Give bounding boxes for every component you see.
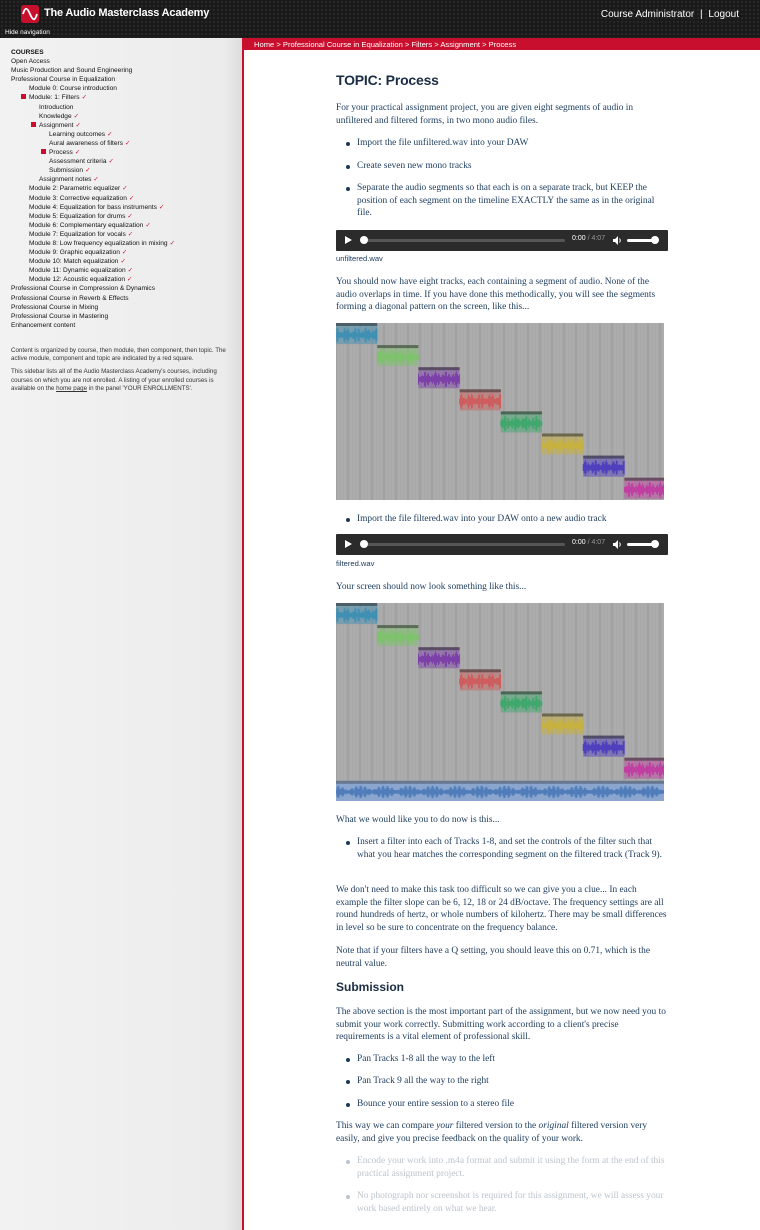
site-title[interactable]: The Audio Masterclass Academy: [44, 7, 210, 19]
check-icon: ✓: [127, 267, 134, 275]
info-text-end: in the panel 'YOUR ENROLLMENTS'.: [87, 384, 193, 392]
sidebar-item-label: Module 7: Equalization for vocals: [29, 230, 126, 238]
breadcrumb[interactable]: Home > Professional Course in Equalization > Filters > Assignment > Process: [244, 38, 760, 50]
seek-bar[interactable]: [363, 239, 565, 242]
sidebar-item-label: Professional Course in Reverb & Effects: [11, 294, 129, 302]
sidebar-item-label: Process: [49, 149, 73, 157]
audio-segment: [377, 345, 418, 366]
check-icon: ✓: [93, 176, 99, 184]
sidebar-item[interactable]: [11, 203, 175, 212]
audio-player-unfiltered: [336, 230, 668, 251]
sidebar-item[interactable]: [11, 175, 175, 184]
audio-segment: [460, 389, 501, 410]
sidebar-item-label: Module 6: Complementary equalization: [29, 221, 144, 229]
emphasis: your: [436, 1121, 454, 1131]
sidebar-item-label: Submission: [49, 167, 84, 175]
sidebar-item-label: Music Production and Sound Engineering: [11, 67, 133, 75]
audio-caption: unfiltered.wav: [336, 254, 383, 263]
sidebar-item[interactable]: [11, 303, 175, 312]
sidebar-item-label: Assignment notes: [39, 176, 92, 184]
audio-player-filtered: [336, 534, 668, 555]
check-icon: ✓: [122, 185, 128, 193]
audio-segment: [583, 736, 624, 757]
check-icon: ✓: [120, 258, 126, 266]
audio-segment: [542, 434, 583, 455]
sidebar-item-label: Aural awareness of filters: [49, 139, 124, 147]
daw-screenshot-with-filtered: [336, 603, 664, 801]
sidebar-item-label: Assessment criteria: [49, 158, 107, 166]
audio-segment: [624, 758, 664, 779]
list-item: Encode your work into .m4a format and submit it using the form at the end of this practical assignment project.: [357, 1155, 669, 1180]
logout-link[interactable]: Logout: [708, 9, 739, 20]
sidebar-item[interactable]: [11, 294, 175, 303]
submission-heading: Submission: [336, 980, 405, 994]
sidebar-info-2: [11, 368, 233, 393]
hide-nav-bar: [0, 28, 760, 38]
audio-segment: [460, 669, 501, 690]
audio-segment: [377, 625, 418, 646]
seek-handle[interactable]: [360, 540, 368, 548]
active-square-icon: [21, 94, 26, 99]
duration: 4:07: [591, 235, 606, 242]
sidebar-item-label: Module: 1: Filters: [29, 94, 80, 102]
sidebar-item-label: Professional Course in Mastering: [11, 312, 109, 320]
sidebar-item-label: Module 11: Dynamic equalization: [29, 267, 126, 275]
check-icon: ✓: [127, 212, 133, 220]
sidebar-item[interactable]: [11, 139, 175, 148]
text: This way we can compare: [336, 1121, 437, 1131]
screen-paragraph: Your screen should now look something like this...: [336, 582, 527, 592]
sidebar-item[interactable]: [11, 230, 175, 239]
sidebar-item-label: Module 5: Equalization for drums: [29, 212, 126, 220]
play-icon[interactable]: [345, 236, 352, 244]
check-icon: ✓: [73, 112, 80, 120]
sidebar-item[interactable]: [11, 257, 175, 266]
check-icon: ✓: [125, 139, 131, 147]
text: filtered version very easily, and give you precise feedback on the quality of your work.: [336, 1121, 648, 1144]
list-item: Insert a filter into each of Tracks 1-8, and set the controls of the filter such that what you hear matches the corresponding segment on the filtered track (Track 9).: [357, 836, 669, 861]
check-icon: ✓: [75, 121, 81, 129]
clue-paragraph: We don't need to make this task too difficult so we can give you a clue... In each example the filter slope can be 6, 12, 18 or 24 dB/octave. The frequency settings are all round hundreds of hertz, or whole numbers of kilohertz. There may be small differences in level so be sure to concentrate on the frequency balance.: [336, 885, 667, 933]
audio-segment: [501, 691, 542, 712]
sidebar-item-label: Open Access: [11, 58, 50, 66]
sine-wave-logo-icon[interactable]: [21, 5, 39, 23]
check-icon: ✓: [127, 276, 133, 284]
audio-segment: [336, 323, 377, 344]
sidebar-item-label: Module 9: Graphic equalization: [29, 249, 120, 257]
sidebar-item-label: Professional Course in Compression & Dynamics: [11, 285, 156, 293]
check-icon: ✓: [74, 149, 81, 157]
time-display: 0:00 / 4:07: [572, 539, 606, 546]
volume-icon[interactable]: [613, 540, 623, 549]
check-icon: ✓: [107, 130, 113, 138]
tracks-paragraph: You should now have eight tracks, each containing a segment of audio. None of the audio overlaps in time. If you have done this methodically, you will see the segments forming a diagonal pattern on the screen, like this...: [336, 277, 656, 313]
courses-heading: COURSES: [11, 49, 44, 56]
audio-segment: [418, 367, 459, 388]
info-text: This sidebar lists all of the Audio Masterclass Academy's courses, including courses on which you are not enrolled. A listing of your enrolled courses is available on the: [11, 368, 217, 392]
audio-segment: [624, 478, 664, 499]
sidebar-item-label: Introduction: [39, 103, 74, 111]
volume-icon[interactable]: [613, 236, 623, 245]
current-time: 0:00: [572, 539, 586, 546]
audio-segment: [583, 456, 624, 477]
check-icon: ✓: [145, 221, 151, 229]
home-page-link[interactable]: home page: [56, 384, 88, 392]
sidebar-item[interactable]: [11, 103, 175, 112]
sidebar-item-label: Module 8: Low frequency equalization in mixing: [29, 239, 168, 247]
sidebar-item[interactable]: [11, 194, 175, 203]
sidebar-info: [11, 347, 233, 398]
sidebar-item[interactable]: [11, 130, 175, 139]
sidebar-item-label: Module 0: Course introduction: [29, 85, 117, 93]
check-icon: ✓: [85, 167, 91, 175]
sidebar-item[interactable]: [11, 166, 175, 175]
sidebar-item[interactable]: [11, 66, 175, 75]
sidebar-item[interactable]: [11, 312, 175, 321]
volume-handle[interactable]: [651, 236, 659, 244]
sidebar-item[interactable]: [11, 212, 175, 221]
check-icon: ✓: [127, 230, 134, 238]
audio-caption: filtered.wav: [336, 559, 375, 568]
sidebar-item[interactable]: [11, 121, 175, 130]
check-icon: ✓: [108, 158, 114, 166]
duration: 4:07: [591, 539, 606, 546]
play-icon[interactable]: [345, 540, 352, 548]
todo-paragraph: What we would like you to do now is this...: [336, 815, 500, 825]
audio-segment: [501, 411, 542, 432]
sidebar-item[interactable]: [11, 248, 175, 257]
page-title: TOPIC: Process: [336, 72, 439, 88]
list-item: Bounce your entire session to a stereo file: [357, 1098, 669, 1111]
nav-separator: |: [700, 9, 703, 20]
seek-bar[interactable]: [363, 543, 565, 546]
sidebar-item-label: Professional Course in Equalization: [11, 76, 116, 84]
sidebar-item[interactable]: [11, 184, 175, 193]
sidebar-item[interactable]: [11, 93, 175, 102]
sidebar-item-label: Professional Course in Mixing: [11, 303, 99, 311]
sidebar-item[interactable]: [11, 266, 175, 275]
audio-segment: [336, 603, 377, 624]
daw-screenshot-diagonal: [336, 323, 664, 500]
sidebar-item-label: Knowledge: [39, 112, 72, 120]
submit-paragraph: The above section is the most important part of the assignment, but we now need you to submit your work correctly. Submitting work according to a client's precise requirements is a vital element of professional skill.: [336, 1007, 666, 1043]
list-item: Pan Track 9 all the way to the right: [357, 1075, 669, 1088]
sidebar-item[interactable]: [11, 239, 175, 248]
check-icon: ✓: [158, 203, 165, 211]
sidebar-item[interactable]: [11, 84, 175, 93]
q-paragraph: Note that if your filters have a Q setting, you should leave this on 0.71, which is the neutral value.: [336, 946, 651, 969]
sidebar-item-label: Module 2: Parametric equalizer: [29, 185, 121, 193]
sidebar-item[interactable]: [11, 112, 175, 121]
emphasis: original: [538, 1121, 569, 1131]
sidebar-item[interactable]: [11, 284, 175, 293]
sidebar-item-label: Module 10: Match equalization: [29, 258, 119, 266]
list-item: Separate the audio segments so that each is on a separate track, but KEEP the position of each segment on the timeline EXACTLY the same as in the original file.: [357, 182, 669, 220]
sidebar-item-label: Enhancement content: [11, 321, 76, 329]
sidebar-item[interactable]: [11, 57, 175, 66]
sidebar-item-label: Assignment: [39, 121, 74, 129]
sidebar-item[interactable]: [11, 221, 175, 230]
sidebar-item-label: Module 12: Acoustic equalization: [29, 276, 126, 284]
compare-paragraph: [336, 1120, 669, 1145]
intro-paragraph: For your practical assignment project, you are given eight segments of audio in unfiltered and filtered forms, in two mono audio files.: [336, 103, 634, 126]
sidebar-item[interactable]: [11, 275, 175, 284]
current-time: 0:00: [572, 235, 586, 242]
sidebar-item-label: Module 4: Equalization for bass instruments: [29, 203, 157, 211]
active-square-icon: [41, 149, 46, 154]
list-item: Import the file filtered.wav into your DAW onto a new audio track: [357, 513, 669, 526]
sidebar-item[interactable]: [11, 148, 175, 157]
course-tree: [11, 48, 175, 330]
user-role-link[interactable]: Course Administrator: [600, 9, 695, 20]
list-item: Create seven new mono tracks: [357, 160, 669, 173]
list-item: No photograph nor screenshot is required for this assignment, we will assess your work based entirely on what we hear.: [357, 1190, 669, 1215]
sidebar-item-label: Learning outcomes: [49, 130, 106, 138]
sidebar-divider: [242, 38, 244, 1230]
audio-segment: [418, 647, 459, 668]
check-icon: ✓: [128, 194, 135, 202]
check-icon: ✓: [121, 249, 128, 257]
list-item: Pan Tracks 1-8 all the way to the left: [357, 1053, 669, 1066]
text: filtered version to the: [453, 1121, 539, 1131]
volume-handle[interactable]: [651, 540, 659, 548]
seek-handle[interactable]: [360, 236, 368, 244]
sidebar-item-label: Module 3: Corrective equalization: [29, 194, 127, 202]
time-display: 0:00 / 4:07: [572, 235, 606, 242]
sidebar-info-1: Content is organized by course, then module, then component, then topic. The active module, component and topic are indicated by a red square.: [11, 347, 226, 363]
check-icon: ✓: [169, 239, 176, 247]
hide-navigation-link[interactable]: Hide navigation: [5, 29, 50, 36]
check-icon: ✓: [81, 94, 88, 102]
sidebar-item[interactable]: [11, 75, 175, 84]
user-nav: [601, 9, 739, 20]
sidebar-item[interactable]: [11, 157, 175, 166]
list-item: Import the file unfiltered.wav into your DAW: [357, 137, 669, 150]
active-square-icon: [31, 122, 36, 127]
audio-segment: [542, 714, 583, 735]
sidebar-item[interactable]: [11, 321, 175, 330]
